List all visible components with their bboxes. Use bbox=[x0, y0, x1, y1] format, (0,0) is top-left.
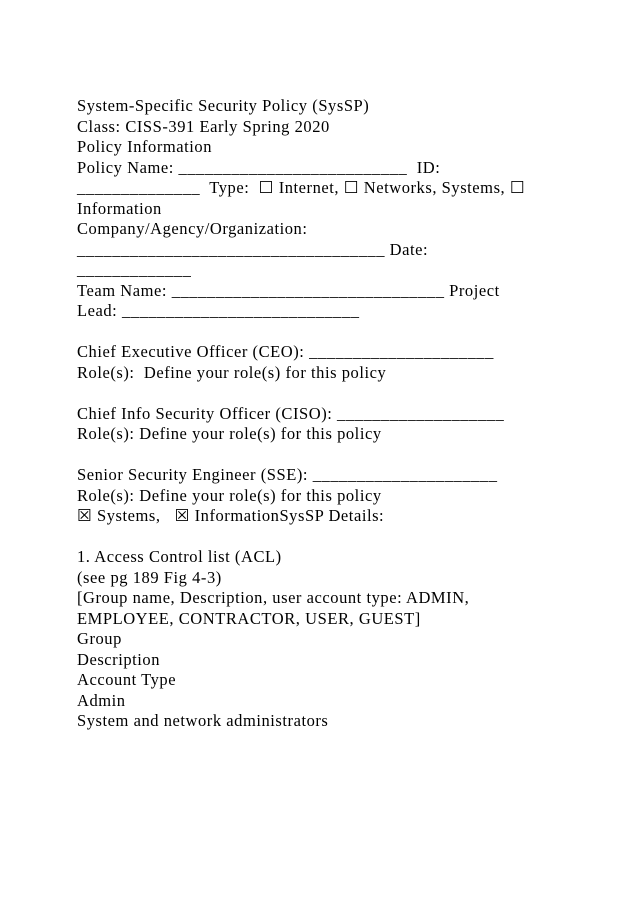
document-body bbox=[77, 96, 607, 732]
acl-heading: 1. Access Control list (ACL) bbox=[77, 547, 282, 566]
acl-instructions: [Group name, Description, user account type: ADMIN, bbox=[77, 588, 470, 607]
ceo-role-line: Role(s): Define your role(s) for this policy bbox=[77, 362, 387, 382]
acl-reference: (see pg 189 Fig 4-3) bbox=[77, 567, 222, 587]
policy-name-line: Policy Name: __________________________ ID: bbox=[77, 157, 441, 177]
spacer bbox=[77, 527, 607, 548]
spacer bbox=[77, 383, 607, 404]
acl-row-description-admin: System and network administrators bbox=[77, 711, 329, 730]
ciso-role-line: Role(s): Define your role(s) for this policy bbox=[77, 424, 382, 443]
ceo-line: Chief Executive Officer (CEO): _____________________ bbox=[77, 342, 494, 361]
acl-instructions-continued: EMPLOYEE, CONTRACTOR, USER, GUEST] bbox=[77, 608, 421, 628]
document-title: System-Specific Security Policy (SysSP) bbox=[77, 96, 370, 115]
acl-row-group-admin: Admin bbox=[77, 690, 126, 710]
acl-column-account-type: Account Type bbox=[77, 670, 177, 689]
acl-column-group: Group bbox=[77, 629, 122, 648]
company-date-line: ___________________________________ Date: bbox=[77, 239, 429, 259]
project-lead-line: Lead: ___________________________ bbox=[77, 301, 360, 320]
checked-systems-line: ☒ Systems, ☒ InformationSysSP Details: bbox=[77, 506, 385, 525]
company-label: Company/Agency/Organization: bbox=[77, 219, 308, 238]
type-line: ______________ Type: ☐ Internet, ☐ Networks, Systems, ☐ bbox=[77, 178, 526, 197]
section-heading-policy-information: Policy Information bbox=[77, 137, 213, 156]
spacer bbox=[77, 322, 607, 343]
sse-role-line: Role(s): Define your role(s) for this policy bbox=[77, 485, 382, 505]
spacer bbox=[77, 445, 607, 466]
acl-column-description: Description bbox=[77, 649, 161, 669]
sse-line: Senior Security Engineer (SSE): _____________________ bbox=[77, 465, 498, 484]
type-line-continued: Information bbox=[77, 198, 162, 218]
class-line: Class: CISS-391 Early Spring 2020 bbox=[77, 116, 330, 136]
ciso-line: Chief Info Security Officer (CISO): ___________________ bbox=[77, 403, 505, 423]
team-name-line: Team Name: _______________________________ Project bbox=[77, 280, 500, 300]
date-blank-line: _____________ bbox=[77, 260, 192, 279]
